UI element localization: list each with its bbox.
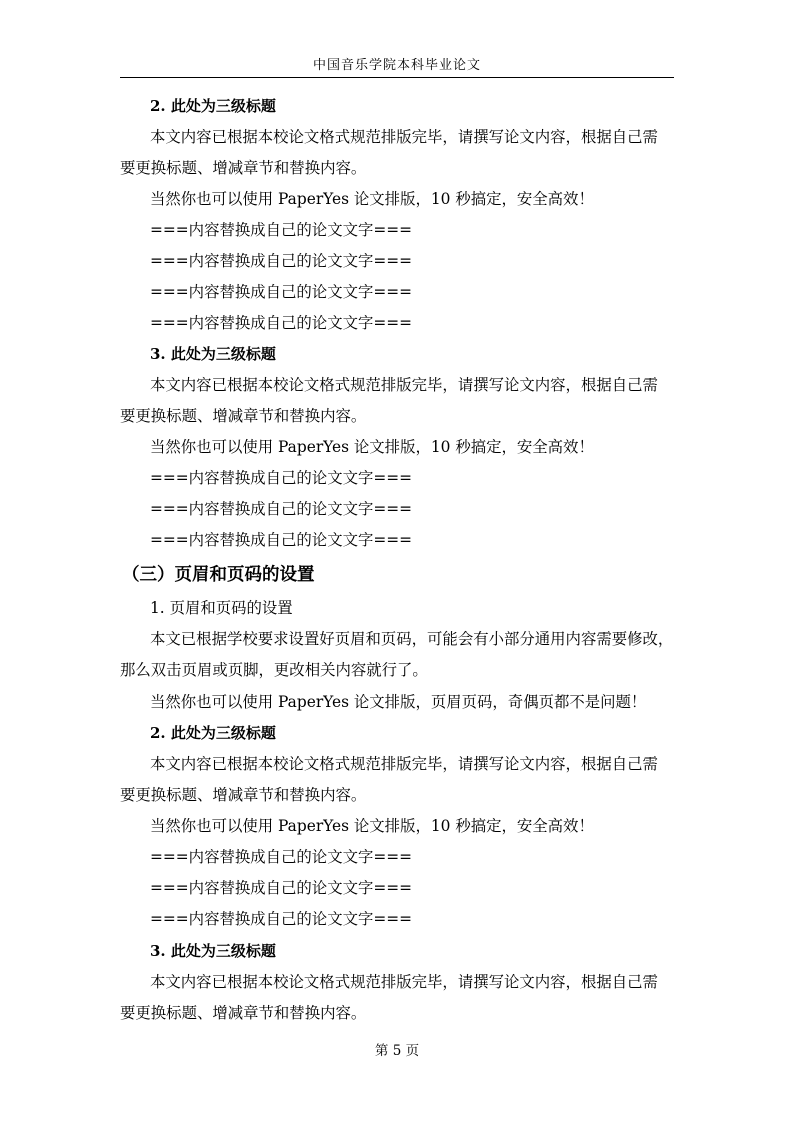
- placeholder-line: ===内容替换成自己的论文文字===: [150, 469, 413, 487]
- paragraph-line: 要更换标题、增减章节和替换内容。: [120, 407, 367, 425]
- placeholder-line: ===内容替换成自己的论文文字===: [150, 221, 413, 239]
- section-heading-2nd-level: （三）页眉和页码的设置: [122, 565, 315, 585]
- placeholder-line: ===内容替换成自己的论文文字===: [150, 252, 413, 270]
- paragraph-line: 本文已根据学校要求设置好页眉和页码，可能会有小部分通用内容需要修改，: [150, 630, 674, 648]
- subheading-3rd-level: 3. 此处为三级标题: [150, 345, 276, 363]
- placeholder-line: ===内容替换成自己的论文文字===: [150, 283, 413, 301]
- running-header: 中国音乐学院本科毕业论文: [312, 58, 481, 73]
- placeholder-line: ===内容替换成自己的论文文字===: [150, 879, 413, 897]
- paragraph-line: 本文内容已根据本校论文格式规范排版完毕，请撰写论文内容，根据自己需: [150, 376, 658, 394]
- placeholder-line: ===内容替换成自己的论文文字===: [150, 910, 413, 928]
- paragraph-line: 本文内容已根据本校论文格式规范排版完毕，请撰写论文内容，根据自己需: [150, 973, 658, 991]
- paragraph-line: 那么双击页眉或页脚，更改相关内容就行了。: [120, 661, 428, 679]
- paragraph-line: 当然你也可以使用 PaperYes 论文排版，10 秒搞定，安全高效！: [150, 438, 594, 456]
- paragraph-line: 要更换标题、增减章节和替换内容。: [120, 786, 367, 804]
- subheading-3rd-level: 2. 此处为三级标题: [150, 724, 276, 742]
- subheading-3rd-level: 1. 页眉和页码的设置: [150, 599, 293, 617]
- placeholder-line: ===内容替换成自己的论文文字===: [150, 531, 413, 549]
- paragraph-line: 要更换标题、增减章节和替换内容。: [120, 1004, 367, 1022]
- paragraph-line: 当然你也可以使用 PaperYes 论文排版，10 秒搞定，安全高效！: [150, 817, 594, 835]
- paragraph-line: 当然你也可以使用 PaperYes 论文排版，10 秒搞定，安全高效！: [150, 190, 594, 208]
- paragraph-line: 要更换标题、增减章节和替换内容。: [120, 159, 367, 177]
- placeholder-line: ===内容替换成自己的论文文字===: [150, 848, 413, 866]
- placeholder-line: ===内容替换成自己的论文文字===: [150, 500, 413, 518]
- paragraph-line: 本文内容已根据本校论文格式规范排版完毕，请撰写论文内容，根据自己需: [150, 128, 658, 146]
- placeholder-line: ===内容替换成自己的论文文字===: [150, 314, 413, 332]
- page-number: 第 5 页: [374, 1043, 420, 1059]
- header-rule: [120, 77, 674, 78]
- subheading-3rd-level: 2. 此处为三级标题: [150, 97, 276, 115]
- paragraph-line: 当然你也可以使用 PaperYes 论文排版，页眉页码，奇偶页都不是问题！: [150, 693, 647, 711]
- paragraph-line: 本文内容已根据本校论文格式规范排版完毕，请撰写论文内容，根据自己需: [150, 755, 658, 773]
- subheading-3rd-level: 3. 此处为三级标题: [150, 942, 276, 960]
